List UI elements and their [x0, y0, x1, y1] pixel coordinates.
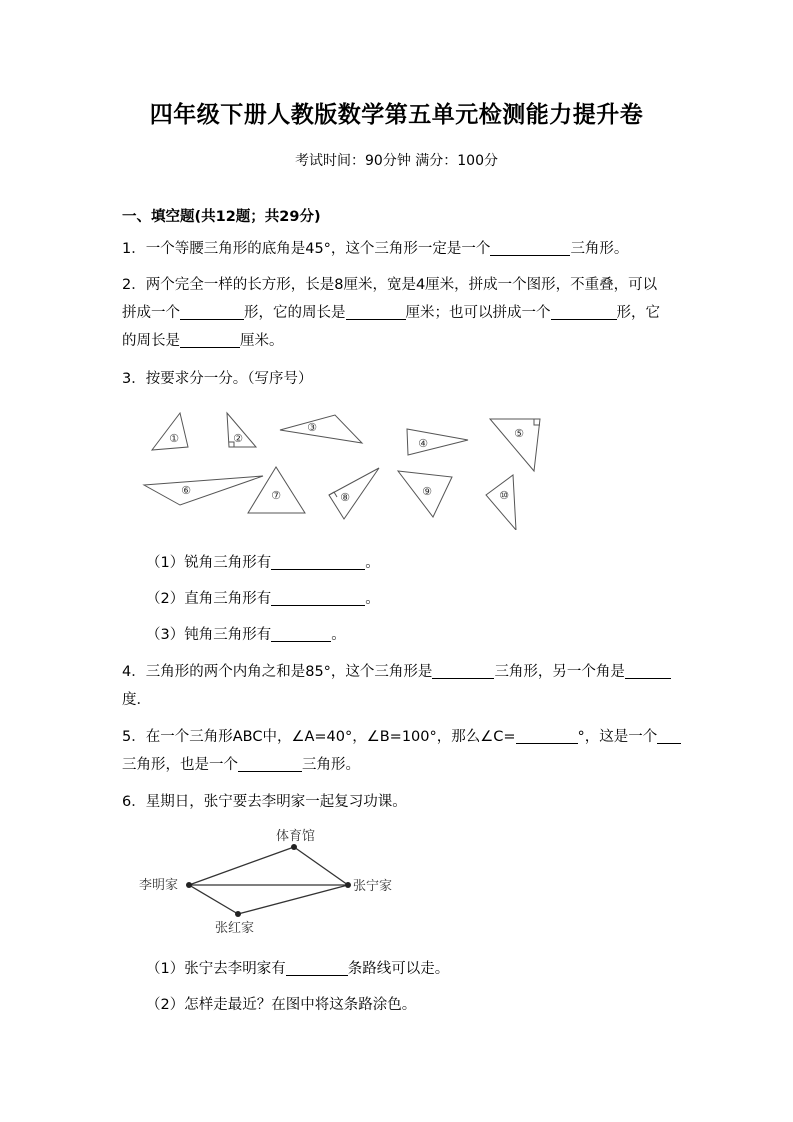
q3-acute-blank[interactable] [271, 554, 365, 570]
q2-shape-blank-2[interactable] [551, 304, 617, 320]
liming-label: 李明家 [139, 878, 179, 893]
question-5-line2 [122, 753, 360, 774]
triangle-10 [486, 475, 516, 530]
q6-sub-2: （2）怎样走最近？在图中将这条路涂色。 [146, 997, 417, 1013]
zhangning-point [345, 882, 351, 888]
triangle-1-label: ① [169, 432, 179, 445]
zhangning-label: 张宁家 [353, 879, 393, 894]
q6-sub-1-text: （1）张宁去李明家有 [146, 961, 286, 977]
q1-text-end: 三角形。 [570, 241, 629, 257]
q3-sub-2 [146, 587, 380, 608]
route-map [135, 822, 405, 937]
question-4-line2: 度． [122, 692, 151, 708]
q5-text-b: °，这是一个 [577, 729, 658, 745]
zhanghong-label: 张红家 [215, 921, 255, 936]
q2-perimeter-blank-2[interactable] [180, 332, 240, 348]
q3-sub-3-end: 。 [331, 627, 346, 643]
q5-type-blank-2[interactable] [238, 756, 302, 772]
q4-text-a: 4．三角形的两个内角之和是85°，这个三角形是 [122, 664, 433, 680]
q3-sub-3-text: （3）钝角三角形有 [146, 627, 272, 643]
triangles-figure [130, 405, 560, 530]
q1-answer-blank[interactable] [490, 240, 570, 256]
q4-angle-blank[interactable] [625, 663, 671, 679]
q5-angle-blank[interactable] [516, 728, 578, 744]
question-6-stem: 6．星期日，张宁要去李明家一起复习功课。 [122, 794, 407, 810]
q2-shape-blank-1[interactable] [180, 304, 244, 320]
triangle-3-label: ③ [307, 421, 317, 434]
page-title: 四年级下册人教版数学第五单元检测能力提升卷 [149, 102, 644, 128]
route-liming-gym [189, 847, 294, 885]
triangle-2-label: ② [233, 432, 243, 445]
q3-sub-2-text: （2）直角三角形有 [146, 591, 272, 607]
q5-text-a: 5．在一个三角形ABC中，∠A=40°，∠B=100°，那么∠C= [122, 729, 516, 745]
exam-info: 考试时间：90分钟 满分：100分 [295, 153, 498, 169]
q2-text-e: 的周长是 [122, 333, 180, 349]
q2-text-d: 形，它 [616, 305, 660, 321]
q5-text-c: 三角形，也是一个 [122, 757, 238, 773]
route-liming-zhanghong [189, 885, 238, 914]
triangle-5-label: ⑤ [514, 427, 524, 440]
q3-right-blank[interactable] [271, 590, 365, 606]
triangle-6-label: ⑥ [181, 484, 191, 497]
q6-sub-1 [146, 957, 449, 978]
q6-sub-1-end: 条路线可以走。 [347, 961, 450, 977]
section-heading: 一、填空题(共12题；共29分) [122, 209, 321, 225]
q2-text-c: 厘米；也可以拼成一个 [405, 305, 551, 321]
q5-text-d: 三角形。 [302, 757, 360, 773]
gym-point [291, 844, 297, 850]
triangle-6 [144, 476, 263, 505]
question-3-stem: 3．按要求分一分。（写序号） [122, 371, 313, 387]
triangle-8 [329, 468, 379, 519]
triangle-4 [407, 429, 468, 455]
q2-perimeter-blank-1[interactable] [346, 304, 406, 320]
q3-sub-1 [146, 551, 380, 572]
question-4 [122, 660, 671, 681]
triangle-10-label: ⑩ [499, 489, 509, 502]
triangle-9-label: ⑨ [422, 485, 432, 498]
q4-text-b: 三角形，另一个角是 [494, 664, 625, 680]
zhanghong-point [235, 911, 241, 917]
route-zhanghong-zhangning [238, 885, 348, 914]
q2-text-a: 拼成一个 [122, 305, 180, 321]
question-2-line2 [122, 301, 660, 322]
q2-text-b: 形，它的周长是 [244, 305, 346, 321]
q4-type-blank[interactable] [432, 663, 494, 679]
q3-sub-1-text: （1）锐角三角形有 [146, 555, 272, 571]
q6-routes-blank[interactable] [286, 960, 348, 976]
question-5 [122, 725, 681, 746]
q2-text-f: 厘米。 [240, 333, 284, 349]
question-2-line3 [122, 329, 284, 350]
triangle-3 [280, 415, 362, 443]
triangle-4-label: ④ [418, 437, 428, 450]
liming-point [186, 882, 192, 888]
question-1 [122, 237, 628, 258]
q3-sub-2-end: 。 [365, 591, 380, 607]
q3-sub-1-end: 。 [365, 555, 380, 571]
triangle-8-label: ⑧ [340, 491, 350, 504]
q3-sub-3 [146, 623, 346, 644]
gym-label: 体育馆 [276, 829, 316, 844]
q5-type-blank-1[interactable] [657, 728, 681, 744]
q3-obtuse-blank[interactable] [271, 626, 331, 642]
question-2-line1: 2．两个完全一样的长方形，长是8厘米，宽是4厘米，拼成一个图形，不重叠，可以 [122, 277, 658, 293]
route-gym-zhangning [294, 847, 348, 885]
q1-text: 1．一个等腰三角形的底角是45°，这个三角形一定是一个 [122, 241, 491, 257]
triangle-7-label: ⑦ [271, 489, 281, 502]
